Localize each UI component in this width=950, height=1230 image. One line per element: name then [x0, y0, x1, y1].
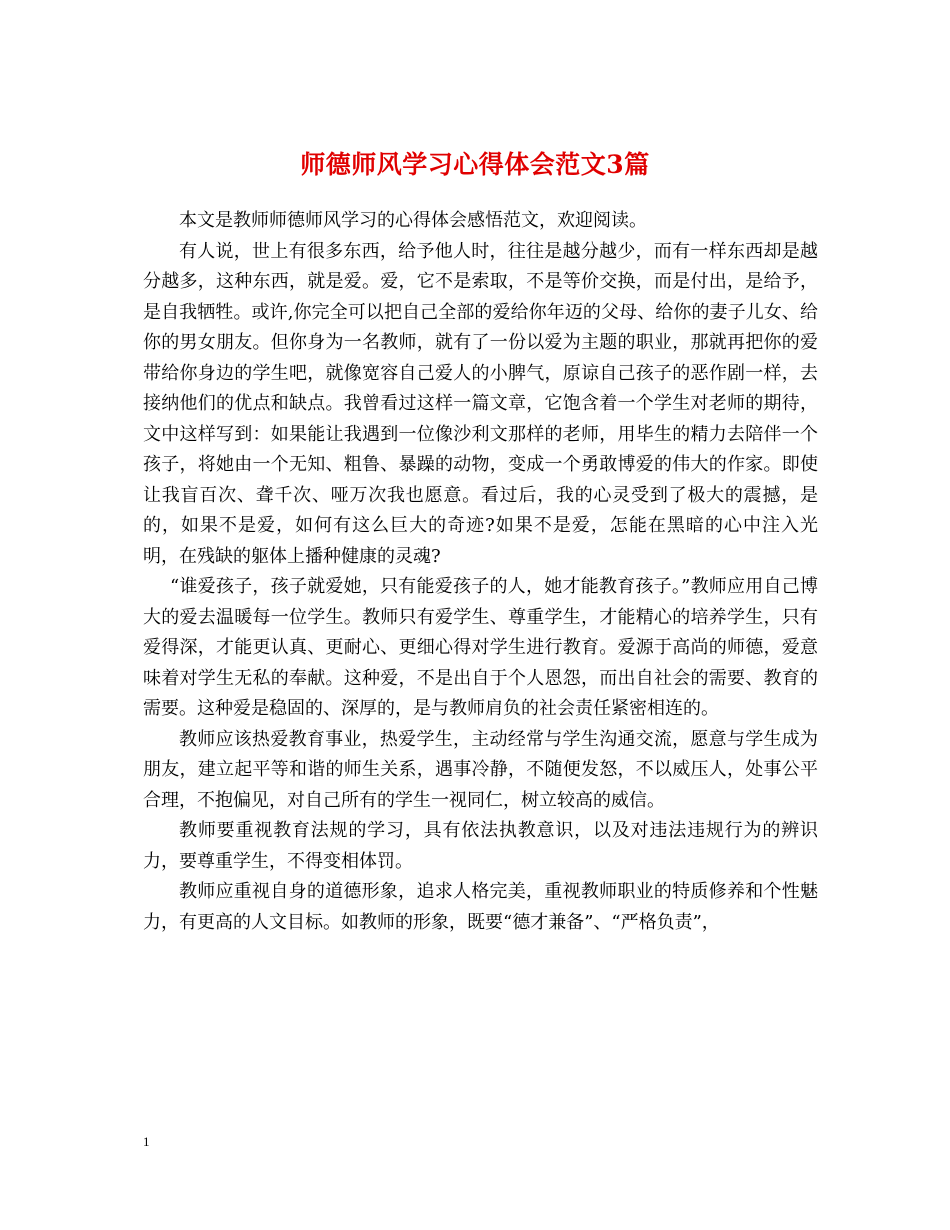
- paragraph-passion: 教师应该热爱教育事业，热爱学生，主动经常与学生沟通交流，愿意与学生成为朋友，建立起平等和谐的师生关系，遇事冷静，不随便发怒，不以威压人，处事公平合理，不抱偏见，对自己所有的学生一视同仁，树立较高的威信。: [143, 728, 818, 811]
- paragraph-love: 有人说，世上有很多东西，给予他人时，往往是越分越少，而有一样东西却是越分越多，这种东西，就是爱。爱，它不是索取，不是等价交换，而是付出，是给予，是自我牺牲。或许,你完全可以把自己全部的爱给你年迈的父母、给你的妻子儿女、给你的男女朋友。但你身为一名教师，就有了一份以爱为主题的职业，那就再把你的爱带给你身边的学生吧，就像宽容自己爱人的小脾气，原谅自己孩子的恶作剧一样，去接纳他们的优点和缺点。我曾看过这样一篇文章，它饱含着一个学生对老师的期待，文中这样写到：如果能让我遇到一位像沙利文那样的老师，用毕生的精力去陪伴一个孩子，将她由一个无知、粗鲁、暴躁的动物，变成一个勇敢博爱的伟大的作家。即使让我盲百次、聋千次、哑万次我也愿意。看过后，我的心灵受到了极大的震撼，是的，如果不是爱，如何有这么巨大的奇迹?如果不是爱，怎能在黑暗的心中注入光明，在残缺的躯体上播种健康的灵魂?: [143, 240, 818, 567]
- page-number: 1: [143, 1134, 150, 1149]
- document-title: 师德师风学习心得体会范文3篇: [300, 149, 650, 179]
- paragraph-intro: 本文是教师师德师风学习的心得体会感悟范文，欢迎阅读。: [179, 210, 647, 231]
- document-body: [143, 206, 818, 938]
- paragraph-quote: “谁爱孩子，孩子就爱她，只有能爱孩子的人，她才能教育孩子。”教师应用自己博大的爱去温暖每一位学生。教师只有爱学生、尊重学生，才能精心的培养学生，只有爱得深，才能更认真、更耐心、更细心得对学生进行教育。爱源于高尚的师德，爱意味着对学生无私的奉献。这种爱，不是出自于个人恩怨，而出自社会的需要、教育的需要。这种爱是稳固的、深厚的，是与教师肩负的社会责任紧密相连的。: [143, 576, 818, 719]
- paragraph-moral-image: 教师应重视自身的道德形象，追求人格完美，重视教师职业的特质修养和个性魅力，有更高的人文目标。如教师的形象，既要“德才兼备”、“严格负责”，: [143, 881, 818, 933]
- paragraph-law: 教师要重视教育法规的学习，具有依法执教意识，以及对违法违规行为的辨识力，要尊重学生，不得变相体罚。: [143, 820, 818, 872]
